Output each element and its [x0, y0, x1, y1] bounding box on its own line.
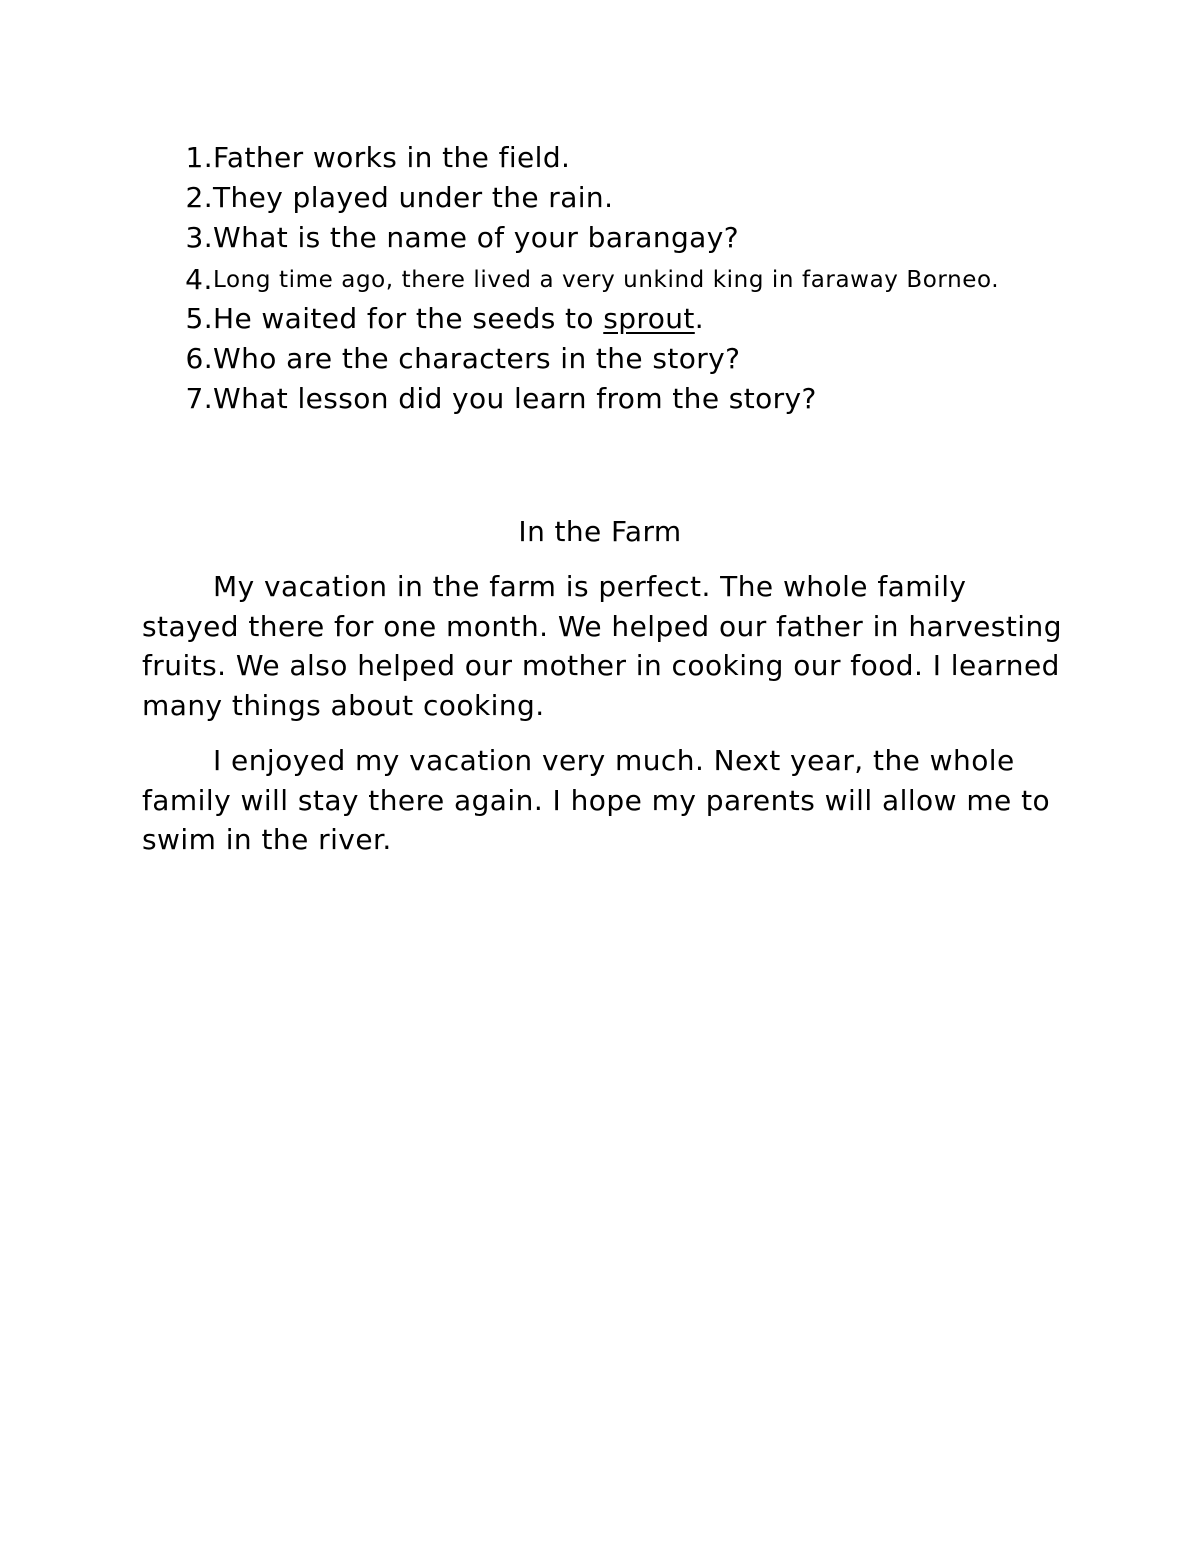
list-item-text: What is the name of your barangay?: [213, 221, 739, 254]
numbered-sentence-list: [170, 138, 1070, 419]
list-item-number: 4.: [185, 263, 213, 296]
story-paragraph: [142, 741, 1062, 860]
list-item-number: 5.: [185, 302, 213, 335]
underlined-word: sprout: [603, 302, 695, 335]
story-title: In the Farm: [518, 515, 682, 548]
list-item: [170, 138, 1070, 178]
list-item: [170, 339, 1070, 379]
list-item: [170, 218, 1070, 258]
list-item-text: [213, 299, 1070, 339]
list-item-text: Father works in the field.: [213, 141, 571, 174]
list-item-text-after: .: [694, 302, 705, 335]
list-item-number: 6.: [185, 342, 213, 375]
list-item-number: 7.: [185, 382, 213, 415]
list-item: [170, 258, 1070, 299]
list-item-number: 2.: [185, 181, 213, 214]
list-item-text-before: He waited for the seeds to: [213, 302, 604, 335]
list-item: [170, 299, 1070, 339]
list-item-text: Who are the characters in the story?: [213, 342, 741, 375]
list-item-text: What lesson did you learn from the story?: [213, 382, 817, 415]
paragraph-text: I enjoyed my vacation very much. Next year, the whole family will stay there again. I hope my parents will allow me to swim in the river.: [142, 744, 1051, 856]
list-item: [170, 379, 1070, 419]
list-item: [170, 178, 1070, 218]
paragraph-text: My vacation in the farm is perfect. The whole family stayed there for one month. We helped our father in harvesting fruits. We also helped our mother in cooking our food. I learned many things about cooking.: [142, 570, 1062, 722]
list-item-number: 1.: [185, 141, 213, 174]
list-item-number: 3.: [185, 221, 213, 254]
list-item-text: They played under the rain.: [213, 181, 614, 214]
list-item-text: Long time ago, there lived a very unkind king in faraway Borneo.: [213, 267, 1000, 293]
story-paragraph: [142, 567, 1062, 725]
